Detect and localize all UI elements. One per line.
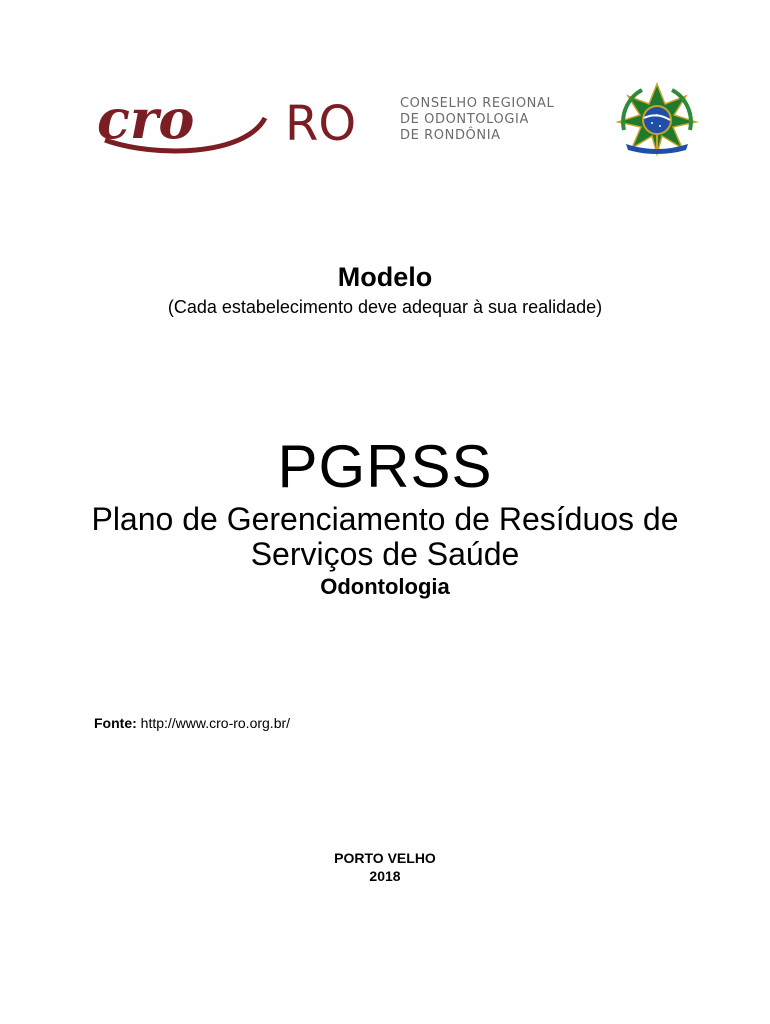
city: PORTO VELHO [334, 850, 436, 866]
plan-title-line-2: Serviços de Saúde [250, 536, 520, 572]
brazil-coat-of-arms-icon [610, 82, 705, 157]
document-header [0, 0, 770, 180]
modelo-subtitle: (Cada estabelecimento deve adequar à sua realidade) [167, 297, 603, 317]
council-name-line-1: CONSELHO REGIONAL [400, 96, 555, 111]
source-url: http://www.cro-ro.org.br/ [140, 715, 291, 731]
svg-text:RO: RO [285, 96, 357, 152]
council-name-line-2: DE ODONTOLOGIA [400, 112, 529, 127]
source-line [94, 715, 290, 731]
council-name-line-3: DE RONDÔNIA [400, 128, 501, 143]
cro-ro-logo [95, 88, 395, 158]
specialty-title: Odontologia [320, 574, 450, 599]
modelo-title: Modelo [337, 262, 433, 292]
svg-text:cro: cro [97, 88, 195, 151]
year: 2018 [369, 868, 401, 884]
document-acronym: PGRSS [277, 433, 493, 500]
plan-title-line-1: Plano de Gerenciamento de Resíduos de [91, 501, 679, 537]
source-label: Fonte: [94, 715, 141, 731]
council-name [400, 96, 554, 144]
